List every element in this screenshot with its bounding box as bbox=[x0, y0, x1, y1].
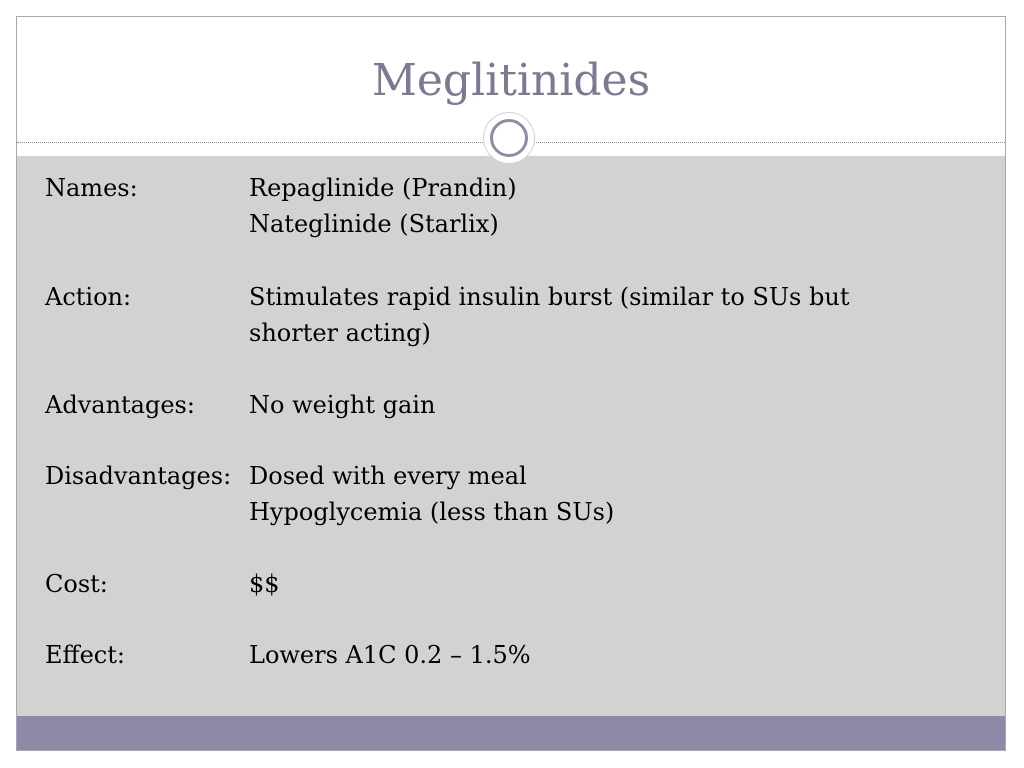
row-label: Advantages: bbox=[45, 391, 195, 419]
footer-bar bbox=[17, 716, 1005, 751]
row-label: Cost: bbox=[45, 570, 108, 598]
slide-title: Meglitinides bbox=[371, 55, 651, 106]
row-value-line: $$ bbox=[249, 570, 280, 598]
row-value-line: shorter acting) bbox=[249, 319, 431, 347]
row-value bbox=[249, 458, 949, 530]
row-label: Disadvantages: bbox=[45, 462, 232, 490]
row-label: Effect: bbox=[45, 641, 125, 669]
row-value-line: Stimulates rapid insulin burst (similar to SUs but bbox=[249, 283, 850, 311]
row-value-line: Hypoglycemia (less than SUs) bbox=[249, 498, 615, 526]
ring-icon bbox=[484, 113, 534, 163]
row-label: Names: bbox=[45, 174, 138, 202]
row-value bbox=[249, 387, 949, 423]
row-label: Action: bbox=[45, 283, 132, 311]
row-value bbox=[249, 170, 949, 242]
row-value-line: Nateglinide (Starlix) bbox=[249, 210, 499, 238]
row-value bbox=[249, 566, 949, 602]
row-value-line: Repaglinide (Prandin) bbox=[249, 174, 517, 202]
row-value bbox=[249, 637, 949, 673]
row-value bbox=[249, 279, 949, 351]
row-value-line: Lowers A1C 0.2 – 1.5% bbox=[249, 641, 531, 669]
slide bbox=[16, 16, 1006, 751]
ring-inner bbox=[490, 119, 528, 157]
row-value-line: No weight gain bbox=[249, 391, 436, 419]
row-value-line: Dosed with every meal bbox=[249, 462, 527, 490]
